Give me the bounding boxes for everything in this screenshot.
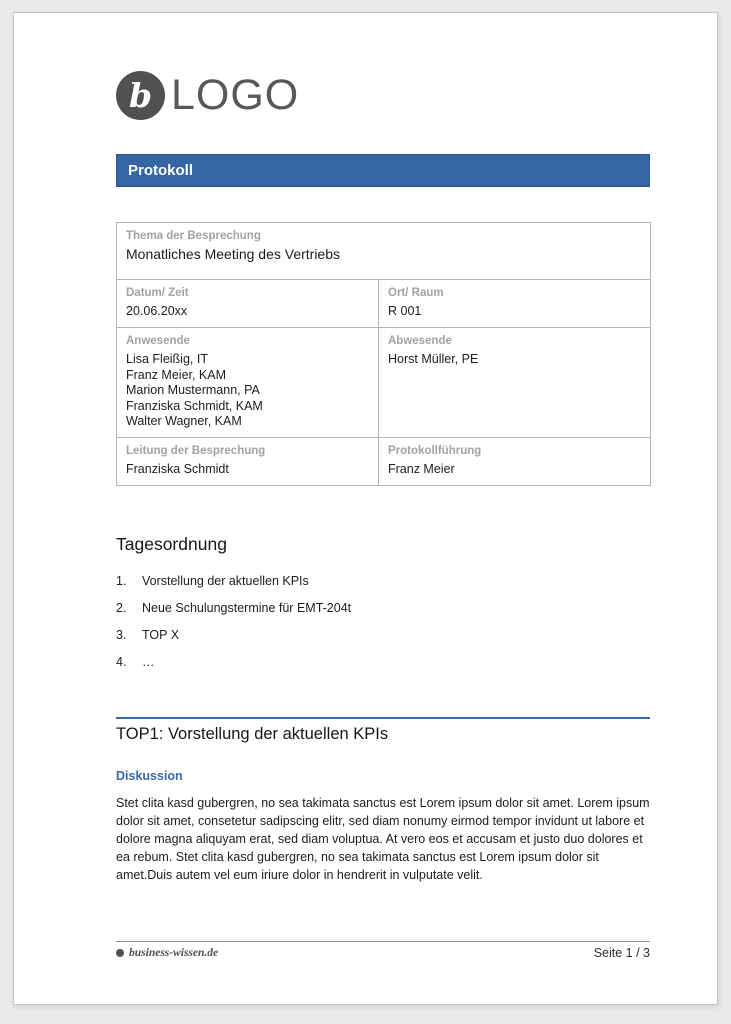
agenda-item-number: 3. [116,628,127,642]
footer-divider [116,941,650,942]
attendee: Franziska Schmidt, KAM [126,398,263,413]
datum-value: 20.06.20xx [126,304,188,318]
section-divider-rule [116,717,650,719]
footer [116,946,650,960]
cell-ort [379,280,651,328]
ort-label: Ort/ Raum [388,287,444,299]
agenda-item-number: 4. [116,655,127,669]
company-logo [116,71,650,120]
logo-letter: b [129,76,153,115]
attendee: Franz Meier, KAM [126,367,227,382]
agenda-item [116,601,650,628]
top1-heading: TOP1: Vorstellung der aktuellen KPIs [116,725,389,743]
table-row-thema [117,223,651,280]
logo-text: LOGO [171,71,300,119]
agenda-item-text: Vorstellung der aktuellen KPIs [142,574,309,588]
diskussion-label: Diskussion [116,769,183,783]
thema-label: Thema der Besprechung [126,230,261,242]
thema-value: Monatliches Meeting des Vertriebs [126,246,340,262]
attendee: Lisa Fleißig, IT [126,352,208,366]
logo-circle-icon [116,71,165,120]
footer-brand [116,947,218,959]
brand-bullet-icon [116,949,124,957]
cell-abwesende [379,328,651,438]
cell-anwesende [117,328,379,438]
cell-datum [117,280,379,328]
agenda-item-text: TOP X [142,628,180,642]
datum-label: Datum/ Zeit [126,287,189,299]
anwesende-label: Anwesende [126,335,190,347]
ort-value: R 001 [388,304,422,318]
agenda-item-number: 2. [116,601,127,615]
cell-thema [117,223,651,280]
brand-name: business-wissen.de [129,947,219,959]
table-row-datum-ort [117,280,651,328]
leitung-value: Franziska Schmidt [126,462,229,476]
cell-protokollfuehrung [379,438,651,486]
attendee: Walter Wagner, KAM [126,414,242,428]
leitung-label: Leitung der Besprechung [126,445,266,457]
cell-leitung [117,438,379,486]
agenda-item [116,628,650,655]
agenda-item-number: 1. [116,574,127,588]
agenda-heading: Tagesordnung [116,534,227,554]
page-indicator: Seite 1 / 3 [593,946,650,960]
agenda-item [116,574,650,601]
agenda-item-text: Neue Schulungstermine für EMT-204t [142,601,352,615]
meeting-meta-table [116,222,651,486]
diskussion-paragraph: Stet clita kasd gubergren, no sea takimata sanctus est Lorem ipsum dolor sit amet. Lorem ipsum dolor sit amet, consetetur sadipscing elitr, sed diam nonumy eirmod tempor invidunt ut labore et dolore magna aliquyam erat, sed diam voluptua. At vero eos et accusam et justo duo dolores et ea rebum. Stet clita kasd gubergren, no sea takimata sanctus est Lorem ipsum dolor sit amet.Duis autem vel eum iriure dolor in hendrerit in vulputate velit. [116,796,650,882]
protokollfuehrung-label: Protokollführung [388,445,482,457]
agenda-list [116,574,650,682]
absentee: Horst Müller, PE [388,352,479,366]
table-row-anwesende-abwesende [117,328,651,438]
document-title: Protokoll [128,162,194,179]
agenda-item [116,655,650,682]
document-title-banner [116,154,650,187]
table-row-leitung-protokoll [117,438,651,486]
abwesende-label: Abwesende [388,335,452,347]
attendee: Marion Mustermann, PA [126,383,260,397]
protokollfuehrung-value: Franz Meier [388,462,455,476]
agenda-item-text: … [142,655,155,669]
document-page [13,12,718,1005]
